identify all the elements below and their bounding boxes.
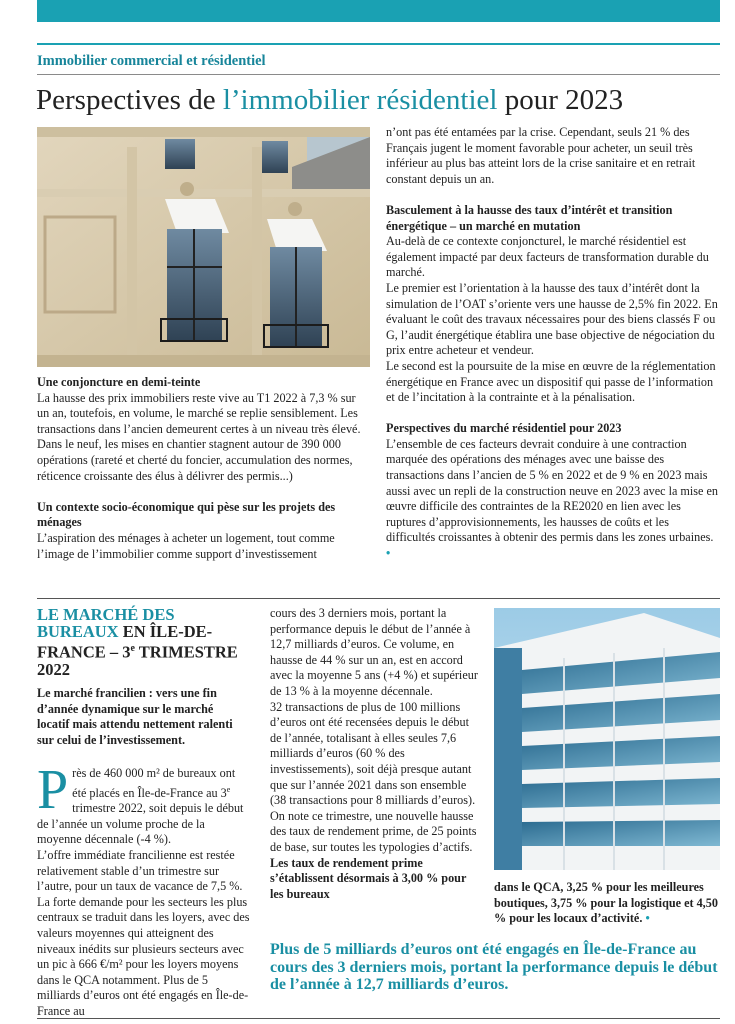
box-paragraph-1 xyxy=(37,759,252,848)
heading-contexte: Un contexte socio-économique qui pèse sur les projets des ménages xyxy=(37,499,336,530)
box-c2-paragraph-2: 32 transactions de plus de 100 millions d’euros ont été recensées depuis le début de l’année, totalisant à elles seules 7,6 milliards d’euros (60 % des investissements), soit déjà presque autant que sur l’année 2021 dans son ensemble (38 transactions pour 8 milliards d’euros). xyxy=(270,699,476,808)
paragraph-facteurs: Au-delà de ce contexte conjoncturel, le marché résidentiel est également impacté par deux facteurs de transformation durable du marché. xyxy=(386,234,709,280)
box-title xyxy=(37,606,257,678)
perspectives-text: L’ensemble de ces facteurs devrait conduire à une contraction marquée des opérations des ménages avec une baisse des transactions dans l’ancien de 5 % en 2022 et de 9 % en 2023 mais aussi avec un repli de la construction neuve en 2023 avec la mise en œuvre difficile des contraintes de la RE2020 en lien avec les ruptures d’approvisionnements, les hausses de coûts et les difficultés croissantes à obtenir des permis dans les zones urbaines. xyxy=(386,436,718,545)
box-paragraph-3: La forte demande pour les secteurs les plus centraux se traduit dans les loyers, avec des valeurs moyennes qui atteignent des niveaux inédits sur plusieurs secteurs avec un pic à 666 €/m² pour les loyers moyens dans le QCA notamment. Plus de 5 milliards d’euros ont été engagés en Île-de-France au xyxy=(37,894,250,1018)
box-column-1 xyxy=(37,759,252,1020)
box-c2-paragraph-3 xyxy=(270,809,482,903)
heading-conjoncture: Une conjoncture en demi-teinte xyxy=(37,375,201,389)
paragraph-intro-cont: n’ont pas été entamées par la crise. Cependant, seuls 21 % des Français jugent le moment favorable pour acheter, un seuil très inférieur au plus bas atteint lors de la crise sanitaire et en retrait constant depuis un an. xyxy=(386,125,696,186)
paragraph-taux: Le premier est l’orientation à la hausse des taux d’intérêt dont la simulation de l’OAT s’oriente vers une hausse de 2,5% fin 2022. En évaluant le coût des travaux nécessaires pour des biens classés F ou G, l’audit énergétique établira une base objective de négociation du prix entre acheteur et vendeur. xyxy=(386,280,718,358)
box-title-dark: EN ÎLE-DE-FRANCE – 3 xyxy=(37,622,213,662)
paragraph-contexte: L’aspiration des ménages à acheter un logement, tout comme l’image de l’immobilier comme support d’investissement xyxy=(37,530,335,561)
box-title-sup: e xyxy=(130,643,135,654)
pull-quote: Plus de 5 milliards d’euros ont été engagés en Île-de-France au cours des 3 derniers mois, portant la performance depuis le début de l’année à 12,7 milliards d’euros. xyxy=(270,941,718,993)
title-post: pour 2023 xyxy=(497,84,624,116)
box-p1-sup: e xyxy=(226,784,231,794)
bottom-rule xyxy=(37,1018,720,1019)
top-color-bar xyxy=(37,0,720,22)
right-column xyxy=(386,125,720,562)
box-column-3 xyxy=(494,880,720,927)
box-end-mark: • xyxy=(645,911,650,926)
left-column xyxy=(37,375,370,562)
title-highlight: l’immobilier résidentiel xyxy=(222,84,498,116)
header-rule xyxy=(37,43,720,45)
box-c2-paragraph-1: cours des 3 derniers mois, portant la performance depuis le début de l’année à 12,7 milliards d’euros. Ce volume, en hausse de 44 % sur un an, est en accord avec la moyenne 5 ans (+4 %) et supérieur de 13 % à la moyenne décennale. xyxy=(270,606,478,698)
building-facade-photo xyxy=(37,127,370,367)
page-title xyxy=(36,82,623,118)
box-p1a: rès de 460 000 m² de bureaux ont été placés en Île-de-France au 3 xyxy=(72,766,236,800)
drop-cap: P xyxy=(37,759,69,821)
heading-basculement: Basculement à la hausse des taux d’intérêt et transition énergétique – un marché en mutation xyxy=(386,202,673,233)
box-lead: Le marché francilien : vers une fin d’année dynamique sur le marché locatif mais attendu nettement ralenti sur celui de l’investissement. xyxy=(37,686,233,747)
paragraph-conjoncture: La hausse des prix immobiliers reste vive au T1 2022 à 7,3 % sur un an, toutefois, en volume, le marché se replie sensiblement. Les transactions dans l’ancien demeurent certes à un niveau très élevé. Dans le neuf, les mises en chantier stagnent autour de 390 000 opérations (rareté et cherté du foncier, accumulation des normes, réticence croissante des élus à délivrer des permis...) xyxy=(37,390,361,483)
box-title-teal: LE MARCHÉ DES BUREAUX xyxy=(37,605,175,641)
box-c3-paragraph xyxy=(494,880,720,927)
end-mark: • xyxy=(386,546,391,561)
box-column-2 xyxy=(270,606,482,902)
paragraph-reglementation: Le second est la poursuite de la mise en œuvre de la réglementation énergétique en France avec un dispositif qui passe de l’information et de l’incitation à la contrainte et à la pénalisation. xyxy=(386,358,716,405)
section-rule xyxy=(37,74,720,75)
office-building-photo xyxy=(494,608,720,870)
box-c3-text: dans le QCA, 3,25 % pour les meilleures boutiques, 3,75 % pour la logistique et 4,50 % pour les locaux d’activité. xyxy=(494,880,718,926)
section-label: Immobilier commercial et résidentiel xyxy=(37,53,266,69)
box-c2-p3-bold: Les taux de rendement prime s’établissent désormais à 3,00 % pour les bureaux xyxy=(270,855,467,901)
paragraph-perspectives xyxy=(386,437,720,562)
box-paragraph-2: L’offre immédiate francilienne est restée relativement stable d’un trimestre sur l’autre, pour un taux de vacance de 7,5 %. xyxy=(37,848,243,894)
title-pre: Perspectives de xyxy=(36,84,223,116)
box-title-end: TRIMESTRE 2022 xyxy=(37,642,238,679)
box-rule xyxy=(37,598,720,599)
heading-perspectives: Perspectives du marché résidentiel pour 2023 xyxy=(386,421,622,436)
box-p1b: trimestre 2022, soit depuis le début de l’année un volume proche de la moyenne décennale (-4 %). xyxy=(37,801,244,847)
box-c2-p3: On note ce trimestre, une nouvelle hausse des taux de rendement prime, de 25 points de base, sur toutes les typologies d’actifs. xyxy=(270,808,477,854)
